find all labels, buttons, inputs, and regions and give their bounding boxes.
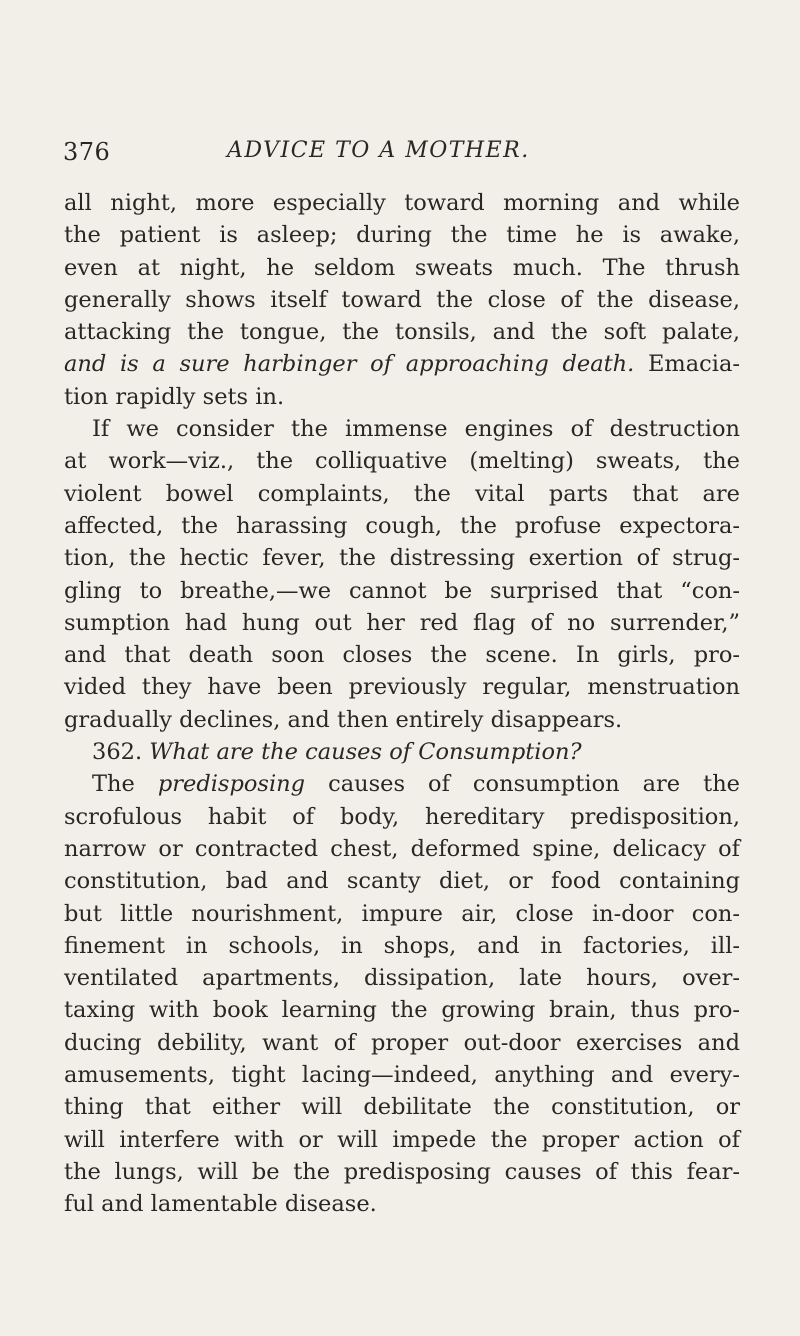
text-line: If we consider the immense engines of destruction [92,416,740,443]
text-line: at work—viz., the colliquative (melting) sweats, the [64,448,740,475]
text-line: sumption had hung out her red flag of no surrender,” [64,609,740,636]
running-head [63,138,763,172]
question-heading [64,736,740,768]
question-text: What are the causes of Consumption? [149,739,582,766]
text-line: gling to breathe,—we cannot be surprised that “con- [64,577,740,604]
question-number: 362. [92,739,143,766]
text-line: all night, more especially toward morning and while [64,190,740,216]
text-line: violent bowel complaints, the vital parts that are [64,480,740,507]
text-line: gradually declines, and then entirely disappears. [64,706,623,733]
text-fragment: causes of consumption are the [305,771,740,798]
text-line: and that death soon closes the scene. In girls, pro- [64,642,740,669]
text-line: constitution, bad and scanty diet, or food containing [64,868,740,895]
text-line: attacking the tongue, the tonsils, and the soft palate, [64,319,740,346]
text-line: finement in schools, in shops, and in factories, ill- [64,932,740,959]
italic-phrase: and is a sure harbinger of approaching death. [64,351,635,378]
text-line: tion rapidly sets in. [64,383,285,410]
italic-word: predisposing [157,771,306,798]
text-line: ventilated apartments, dissipation, late hours, over- [64,965,740,992]
text-fragment: Emacia- [634,351,740,378]
body-text [64,187,740,1221]
text-line: the lungs, will be the predisposing causes of this fear- [64,1158,740,1185]
text-line [64,348,740,380]
text-line: affected, the harassing cough, the profuse expectora- [64,512,740,539]
text-line: generally shows itself toward the close of the disease, [64,286,740,313]
text-line: taxing with book learning the growing brain, thus pro- [64,997,740,1024]
running-title: ADVICE TO A MOTHER. [227,138,530,163]
text-line: even at night, he seldom sweats much. The thrush [64,254,740,281]
text-line: will interfere with or will impede the proper action of [64,1126,740,1153]
text-fragment: The [92,771,158,798]
text-line: scrofulous habit of body, hereditary predisposition, [64,803,740,830]
text-line [64,768,740,800]
text-line: the patient is asleep; during the time he is awake, [64,222,740,249]
text-line: narrow or contracted chest, deformed spine, delicacy of [64,835,740,862]
text-line: thing that either will debilitate the constitution, or [64,1094,740,1121]
page-number: 376 [63,138,111,166]
text-line: but little nourishment, impure air, close in-door con- [64,900,740,927]
text-line: ful and lamentable disease. [64,1191,377,1218]
text-line: amusements, tight lacing—indeed, anything and every- [64,1062,740,1089]
text-line: vided they have been previously regular, menstruation [64,674,740,701]
text-line: ducing debility, want of proper out-door exercises and [64,1029,740,1056]
text-line: tion, the hectic fever, the distressing exertion of strug- [64,545,740,572]
